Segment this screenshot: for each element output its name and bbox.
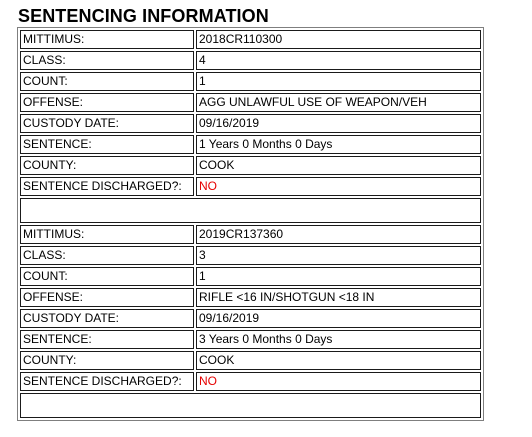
table-row xyxy=(20,156,481,175)
sentence-discharged-label: SENTENCE DISCHARGED?: xyxy=(20,372,194,391)
table-row xyxy=(20,267,481,286)
table-row xyxy=(20,93,481,112)
class-label: CLASS: xyxy=(20,51,194,70)
county-value: COOK xyxy=(196,351,481,370)
page-title: SENTENCING INFORMATION xyxy=(18,6,269,26)
custody-date-label: CUSTODY DATE: xyxy=(20,114,194,133)
table-row xyxy=(20,330,481,349)
mittimus-value: 2018CR110300 xyxy=(196,30,481,49)
sentencing-table xyxy=(17,27,484,421)
sentence-value: 1 Years 0 Months 0 Days xyxy=(196,135,481,154)
count-value: 1 xyxy=(196,267,481,286)
mittimus-label: MITTIMUS: xyxy=(20,30,194,49)
custody-date-value: 09/16/2019 xyxy=(196,114,481,133)
custody-date-label: CUSTODY DATE: xyxy=(20,309,194,328)
table-row xyxy=(20,114,481,133)
mittimus-value: 2019CR137360 xyxy=(196,225,481,244)
sentence-label: SENTENCE: xyxy=(20,330,194,349)
sentence-discharged-value: NO xyxy=(196,177,481,196)
count-value: 1 xyxy=(196,72,481,91)
table-row xyxy=(20,309,481,328)
count-label: COUNT: xyxy=(20,267,194,286)
offense-value: RIFLE <16 IN/SHOTGUN <18 IN xyxy=(196,288,481,307)
county-label: COUNTY: xyxy=(20,156,194,175)
table-row xyxy=(20,351,481,370)
class-label: CLASS: xyxy=(20,246,194,265)
table-row xyxy=(20,372,481,391)
record-separator xyxy=(20,393,481,418)
table-row xyxy=(20,246,481,265)
offense-label: OFFENSE: xyxy=(20,288,194,307)
count-label: COUNT: xyxy=(20,72,194,91)
offense-value: AGG UNLAWFUL USE OF WEAPON/VEH xyxy=(196,93,481,112)
class-value: 3 xyxy=(196,246,481,265)
table-row xyxy=(20,72,481,91)
table-row xyxy=(20,225,481,244)
sentence-discharged-value: NO xyxy=(196,372,481,391)
record-separator xyxy=(20,198,481,223)
sentence-label: SENTENCE: xyxy=(20,135,194,154)
table-row xyxy=(20,30,481,49)
class-value: 4 xyxy=(196,51,481,70)
custody-date-value: 09/16/2019 xyxy=(196,309,481,328)
mittimus-label: MITTIMUS: xyxy=(20,225,194,244)
table-row xyxy=(20,51,481,70)
county-label: COUNTY: xyxy=(20,351,194,370)
empty-separator-cell xyxy=(20,393,481,418)
table-row xyxy=(20,135,481,154)
table-row xyxy=(20,288,481,307)
sentence-value: 3 Years 0 Months 0 Days xyxy=(196,330,481,349)
sentence-discharged-label: SENTENCE DISCHARGED?: xyxy=(20,177,194,196)
county-value: COOK xyxy=(196,156,481,175)
empty-separator-cell xyxy=(20,198,481,223)
offense-label: OFFENSE: xyxy=(20,93,194,112)
table-row xyxy=(20,177,481,196)
